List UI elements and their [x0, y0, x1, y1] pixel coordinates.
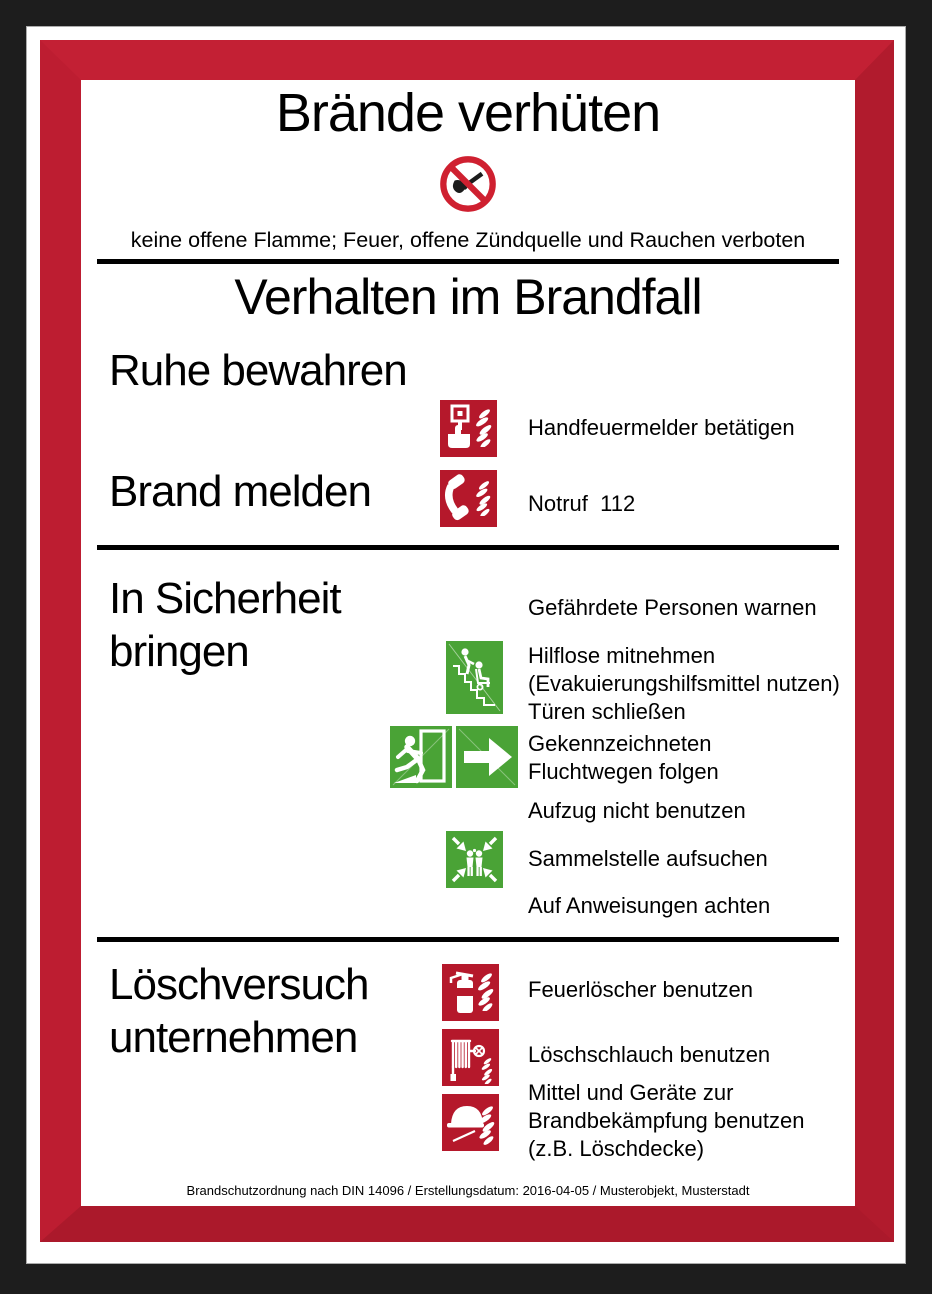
instruction-fluchtweg: Gekennzeichneten Fluchtwegen folgen — [528, 731, 719, 784]
fire-hose-icon — [442, 1029, 499, 1086]
divider — [97, 545, 839, 550]
emergency-exit-icon — [390, 726, 518, 788]
manual-call-point-icon — [440, 400, 497, 457]
step-heading-ruhe: Ruhe bewahren — [109, 346, 407, 395]
instruction-mittel: Mittel und Geräte zur Brandbekämpfung benutzen (z.B. Löschdecke) — [528, 1080, 805, 1161]
step-heading-loeschen: Löschversuch unternehmen — [109, 960, 369, 1062]
instruction-schlauch: Löschschlauch benutzen — [528, 1042, 771, 1067]
divider — [97, 937, 839, 942]
footer-note: Brandschutzordnung nach DIN 14096 / Erstellungsdatum: 2016-04-05 / Musterobjekt, Musterstadt — [186, 1183, 750, 1198]
red-frame — [40, 40, 894, 1242]
evacuation-assistance-icon — [446, 641, 503, 714]
assembly-point-icon — [446, 831, 503, 888]
no-open-flame-icon — [438, 154, 498, 214]
main-heading: Verhalten im Brandfall — [234, 269, 702, 325]
instruction-feuerloescher: Feuerlöscher benutzen — [528, 977, 754, 1002]
instruction-hilflose: Hilflose mitnehmen (Evakuierungshilfsmittel nutzen) — [528, 643, 840, 696]
instruction-aufzug: Aufzug nicht benutzen — [528, 798, 746, 823]
step-heading-melden: Brand melden — [109, 467, 371, 516]
emergency-phone-icon — [440, 470, 497, 527]
firefighting-equipment-icon — [442, 1094, 499, 1151]
instruction-tueren: Türen schließen — [528, 699, 686, 724]
instruction-call-point: Handfeuermelder betätigen — [528, 415, 795, 440]
instruction-sammelstelle: Sammelstelle aufsuchen — [528, 846, 768, 871]
instruction-warn: Gefährdete Personen warnen — [528, 595, 817, 620]
poster-title: Brände verhüten — [275, 83, 661, 143]
step-heading-sicherheit: In Sicherheit bringen — [109, 574, 341, 676]
fire-extinguisher-icon — [442, 964, 499, 1021]
divider — [97, 259, 839, 264]
direction-arrow-icon — [456, 726, 518, 788]
instruction-notruf: Notruf 112 — [528, 491, 636, 516]
prohibition-caption: keine offene Flamme; Feuer, offene Zündquelle und Rauchen verboten — [130, 228, 806, 252]
instruction-anweisungen: Auf Anweisungen achten — [528, 893, 771, 918]
